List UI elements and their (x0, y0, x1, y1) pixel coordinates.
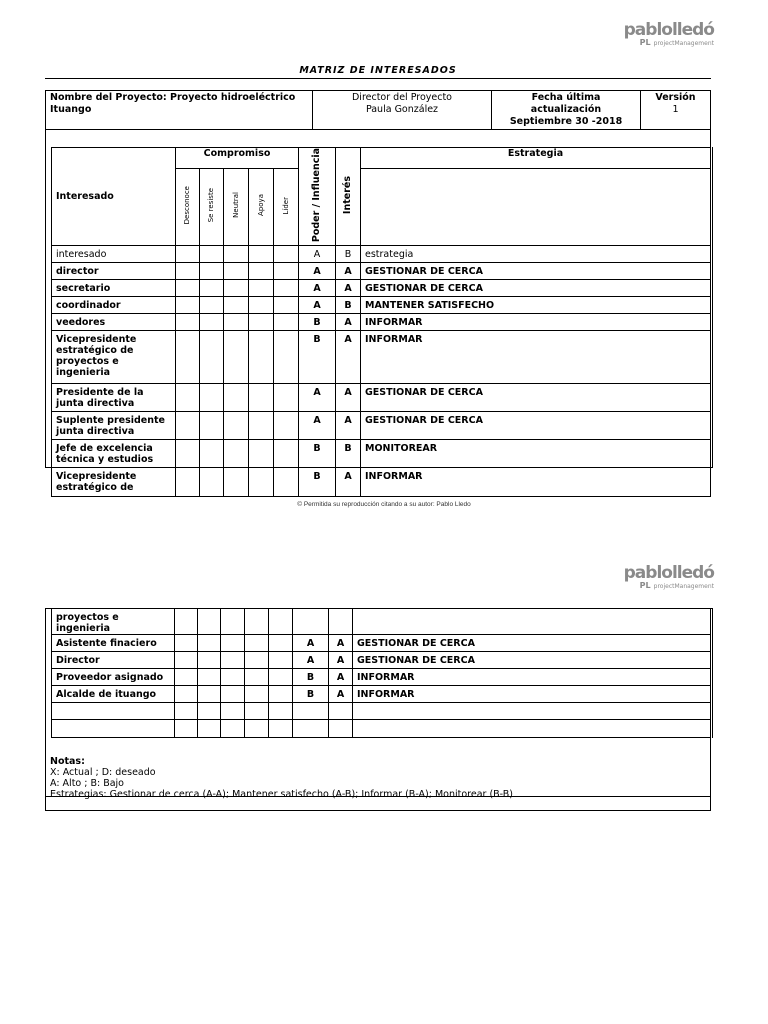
level-cell (224, 468, 249, 497)
header-spacer (45, 125, 711, 147)
interes-value (329, 720, 353, 738)
estrategia-value: INFORMAR (353, 669, 711, 686)
notes-title: Notas: (50, 756, 85, 767)
stakeholder-name (52, 720, 175, 738)
level-cell (221, 635, 245, 652)
level-cell (200, 331, 224, 384)
stakeholder-name: secretario (52, 280, 176, 297)
level-cell (200, 297, 224, 314)
table-row (52, 635, 711, 652)
estrategia-value: MONITOREAR (361, 440, 711, 468)
level-cell (274, 280, 299, 297)
matrix-page-1 (45, 147, 713, 494)
project-name-cell (46, 91, 313, 130)
level-apoya: Apoya (249, 168, 274, 246)
poder-value: B (299, 331, 336, 384)
level-cell (224, 280, 249, 297)
stakeholder-table-continued (51, 608, 711, 738)
estrategia-value: INFORMAR (361, 314, 711, 331)
level-lider: Líder (274, 168, 299, 246)
estrategia-value: MANTENER SATISFECHO (361, 297, 711, 314)
level-cell (176, 384, 200, 412)
level-cell (221, 720, 245, 738)
level-cell (224, 331, 249, 384)
estrategia-value: GESTIONAR DE CERCA (353, 635, 711, 652)
stakeholder-name: Suplente presidente junta directiva (52, 412, 176, 440)
interes-value: A (336, 468, 361, 497)
level-cell (221, 609, 245, 635)
level-cell (200, 314, 224, 331)
stakeholder-name: veedores (52, 314, 176, 331)
table-row (52, 669, 711, 686)
level-neutral: Neutral (224, 168, 249, 246)
logo-mark: PL (639, 38, 651, 47)
level-cell (200, 263, 224, 280)
stakeholder-table (51, 147, 711, 497)
level-cell (269, 652, 293, 669)
interes-value: A (329, 635, 353, 652)
table-row (52, 331, 711, 384)
level-cell (175, 720, 198, 738)
level-cell (274, 246, 299, 263)
level-cell (245, 609, 269, 635)
version-label: Versión (655, 92, 696, 103)
level-cell (175, 669, 198, 686)
stakeholder-name: interesado (52, 246, 176, 263)
poder-value: A (299, 280, 336, 297)
estrategia-subheader (361, 168, 711, 246)
level-cell (269, 703, 293, 720)
level-cell (274, 297, 299, 314)
level-cell (249, 412, 274, 440)
copyright-footer: © Permitida su reproducción citando a su autor: Pablo Lledo (297, 501, 471, 508)
level-cell (176, 331, 200, 384)
table-row (52, 609, 711, 635)
project-header-table (45, 90, 711, 130)
level-cell (274, 384, 299, 412)
estrategia-value: GESTIONAR DE CERCA (353, 652, 711, 669)
estrategia-value: INFORMAR (353, 686, 711, 703)
table-row (52, 246, 711, 263)
level-cell (198, 652, 221, 669)
poder-value (293, 703, 329, 720)
level-cell (249, 280, 274, 297)
level-cell (200, 468, 224, 497)
level-cell (176, 440, 200, 468)
interes-value: B (336, 246, 361, 263)
level-cell (249, 263, 274, 280)
level-cell (224, 297, 249, 314)
matrix-page-2 (45, 608, 713, 738)
level-cell (175, 686, 198, 703)
level-cell (198, 609, 221, 635)
level-cell (224, 440, 249, 468)
stakeholder-name: Asistente finaciero (52, 635, 175, 652)
level-cell (175, 635, 198, 652)
poder-value: B (293, 669, 329, 686)
poder-value: A (293, 652, 329, 669)
project-name: Nombre del Proyecto: Proyecto hidroeléctrico Ituango (50, 92, 296, 115)
level-cell (245, 720, 269, 738)
date-cell (492, 91, 641, 130)
level-cell (198, 686, 221, 703)
version-value: 1 (672, 104, 679, 115)
stakeholder-name: Vicepresidente estratégico de proyectos e ingenieria (52, 331, 176, 384)
stakeholder-name: director (52, 263, 176, 280)
level-cell (221, 669, 245, 686)
stakeholder-name: Presidente de la junta directiva (52, 384, 176, 412)
level-cell (175, 652, 198, 669)
level-cell (198, 703, 221, 720)
table-row (52, 468, 711, 497)
estrategia-value: INFORMAR (361, 331, 711, 384)
level-cell (200, 440, 224, 468)
interes-value: A (336, 412, 361, 440)
poder-value: B (299, 314, 336, 331)
level-cell (198, 669, 221, 686)
stakeholder-name: Proveedor asignado (52, 669, 175, 686)
estrategia-value: GESTIONAR DE CERCA (361, 412, 711, 440)
table-row (52, 297, 711, 314)
level-cell (249, 297, 274, 314)
level-cell (249, 468, 274, 497)
estrategia-value: GESTIONAR DE CERCA (361, 280, 711, 297)
level-cell (224, 412, 249, 440)
level-cell (176, 246, 200, 263)
interes-value: B (336, 440, 361, 468)
stakeholder-name: proyectos e ingenieria (52, 609, 175, 635)
stakeholder-name: Alcalde de ituango (52, 686, 175, 703)
level-cell (274, 468, 299, 497)
table-row (52, 440, 711, 468)
poder-value: B (293, 686, 329, 703)
interes-value: A (336, 384, 361, 412)
table-row (52, 720, 711, 738)
level-cell (269, 669, 293, 686)
level-cell (175, 609, 198, 635)
interes-value: A (329, 686, 353, 703)
logo-page-2 (624, 565, 714, 590)
level-cell (269, 635, 293, 652)
poder-value (293, 720, 329, 738)
date-value: Septiembre 30 -2018 (509, 116, 623, 127)
notes-line-1: X: Actual ; D: deseado (50, 767, 156, 778)
table-row (52, 384, 711, 412)
poder-value: A (299, 297, 336, 314)
level-cell (176, 314, 200, 331)
notes-bottom-row (46, 796, 710, 810)
table-row (52, 703, 711, 720)
level-cell (274, 263, 299, 280)
stakeholder-name (52, 703, 175, 720)
logo (624, 22, 714, 47)
poder-value: B (299, 440, 336, 468)
level-cell (224, 246, 249, 263)
director-cell (313, 91, 492, 130)
level-cell (176, 412, 200, 440)
director-name: Paula González (365, 104, 439, 115)
notes-box (45, 737, 711, 811)
level-se-resiste: Se resiste (200, 168, 224, 246)
level-cell (245, 635, 269, 652)
table-row (52, 652, 711, 669)
level-cell (269, 686, 293, 703)
table-row (52, 314, 711, 331)
poder-value: B (299, 468, 336, 497)
level-cell (249, 331, 274, 384)
estrategia-value: GESTIONAR DE CERCA (361, 384, 711, 412)
interes-value: A (336, 331, 361, 384)
logo-sub: projectManagement (653, 40, 714, 47)
level-cell (245, 652, 269, 669)
level-cell (274, 314, 299, 331)
level-cell (245, 703, 269, 720)
level-cell (176, 263, 200, 280)
level-cell (249, 384, 274, 412)
logo-brand: pablolledó (623, 563, 714, 583)
level-cell (221, 652, 245, 669)
level-cell (274, 440, 299, 468)
level-cell (176, 297, 200, 314)
level-cell (269, 720, 293, 738)
level-cell (249, 246, 274, 263)
stakeholder-name: Director (52, 652, 175, 669)
col-compromiso: Compromiso (176, 148, 299, 169)
level-desconoce: Desconoce (176, 168, 200, 246)
director-label: Director del Proyecto (351, 92, 452, 103)
interes-value: B (336, 297, 361, 314)
notes-line-3: Estrategias: Gestionar de cerca (A-A); Mantener satisfecho (A-B); Informar (B-A); Monitorear (B-B) (50, 789, 513, 800)
level-cell (221, 703, 245, 720)
poder-value: A (299, 384, 336, 412)
version-cell (641, 91, 711, 130)
level-cell (200, 280, 224, 297)
level-cell (176, 468, 200, 497)
level-cell (224, 384, 249, 412)
level-cell (200, 384, 224, 412)
estrategia-value: GESTIONAR DE CERCA (361, 263, 711, 280)
col-interes: Interés (336, 148, 361, 246)
estrategia-value (353, 703, 711, 720)
table-row (52, 686, 711, 703)
level-cell (274, 412, 299, 440)
poder-value: A (293, 635, 329, 652)
level-cell (198, 635, 221, 652)
poder-value: A (299, 412, 336, 440)
level-cell (274, 331, 299, 384)
stakeholder-name: coordinador (52, 297, 176, 314)
stakeholder-name: Vicepresidente estratégico de (52, 468, 176, 497)
level-cell (198, 720, 221, 738)
estrategia-value (353, 609, 711, 635)
logo-sub: projectManagement (653, 583, 714, 590)
interes-value (329, 703, 353, 720)
interes-value: A (336, 263, 361, 280)
logo-brand: pablolledó (623, 20, 714, 40)
level-cell (200, 246, 224, 263)
interes-value: A (329, 669, 353, 686)
date-label: Fecha última actualización (530, 92, 602, 115)
estrategia-value (353, 720, 711, 738)
level-cell (249, 440, 274, 468)
interes-value: A (336, 314, 361, 331)
level-cell (175, 703, 198, 720)
logo-mark: PL (639, 581, 651, 590)
level-cell (221, 686, 245, 703)
poder-value: A (299, 246, 336, 263)
level-cell (245, 686, 269, 703)
level-cell (249, 314, 274, 331)
level-cell (224, 314, 249, 331)
interes-value (329, 609, 353, 635)
estrategia-value: INFORMAR (361, 468, 711, 497)
interes-value: A (329, 652, 353, 669)
table-row (52, 412, 711, 440)
stakeholder-name: Jefe de excelencia técnica y estudios (52, 440, 176, 468)
estrategia-value: estrategia (361, 246, 711, 263)
notes-line-2: A: Alto ; B: Bajo (50, 778, 124, 789)
col-estrategia: Estrategia (361, 148, 711, 169)
table-row (52, 263, 711, 280)
col-interesado: Interesado (52, 148, 176, 246)
poder-value: A (299, 263, 336, 280)
document-title: MATRIZ DE INTERESADOS (45, 64, 711, 79)
level-cell (224, 263, 249, 280)
level-cell (200, 412, 224, 440)
level-cell (245, 669, 269, 686)
poder-value (293, 609, 329, 635)
interes-value: A (336, 280, 361, 297)
table-row (52, 280, 711, 297)
level-cell (176, 280, 200, 297)
col-poder: Poder / Influencia (299, 148, 336, 246)
level-cell (269, 609, 293, 635)
